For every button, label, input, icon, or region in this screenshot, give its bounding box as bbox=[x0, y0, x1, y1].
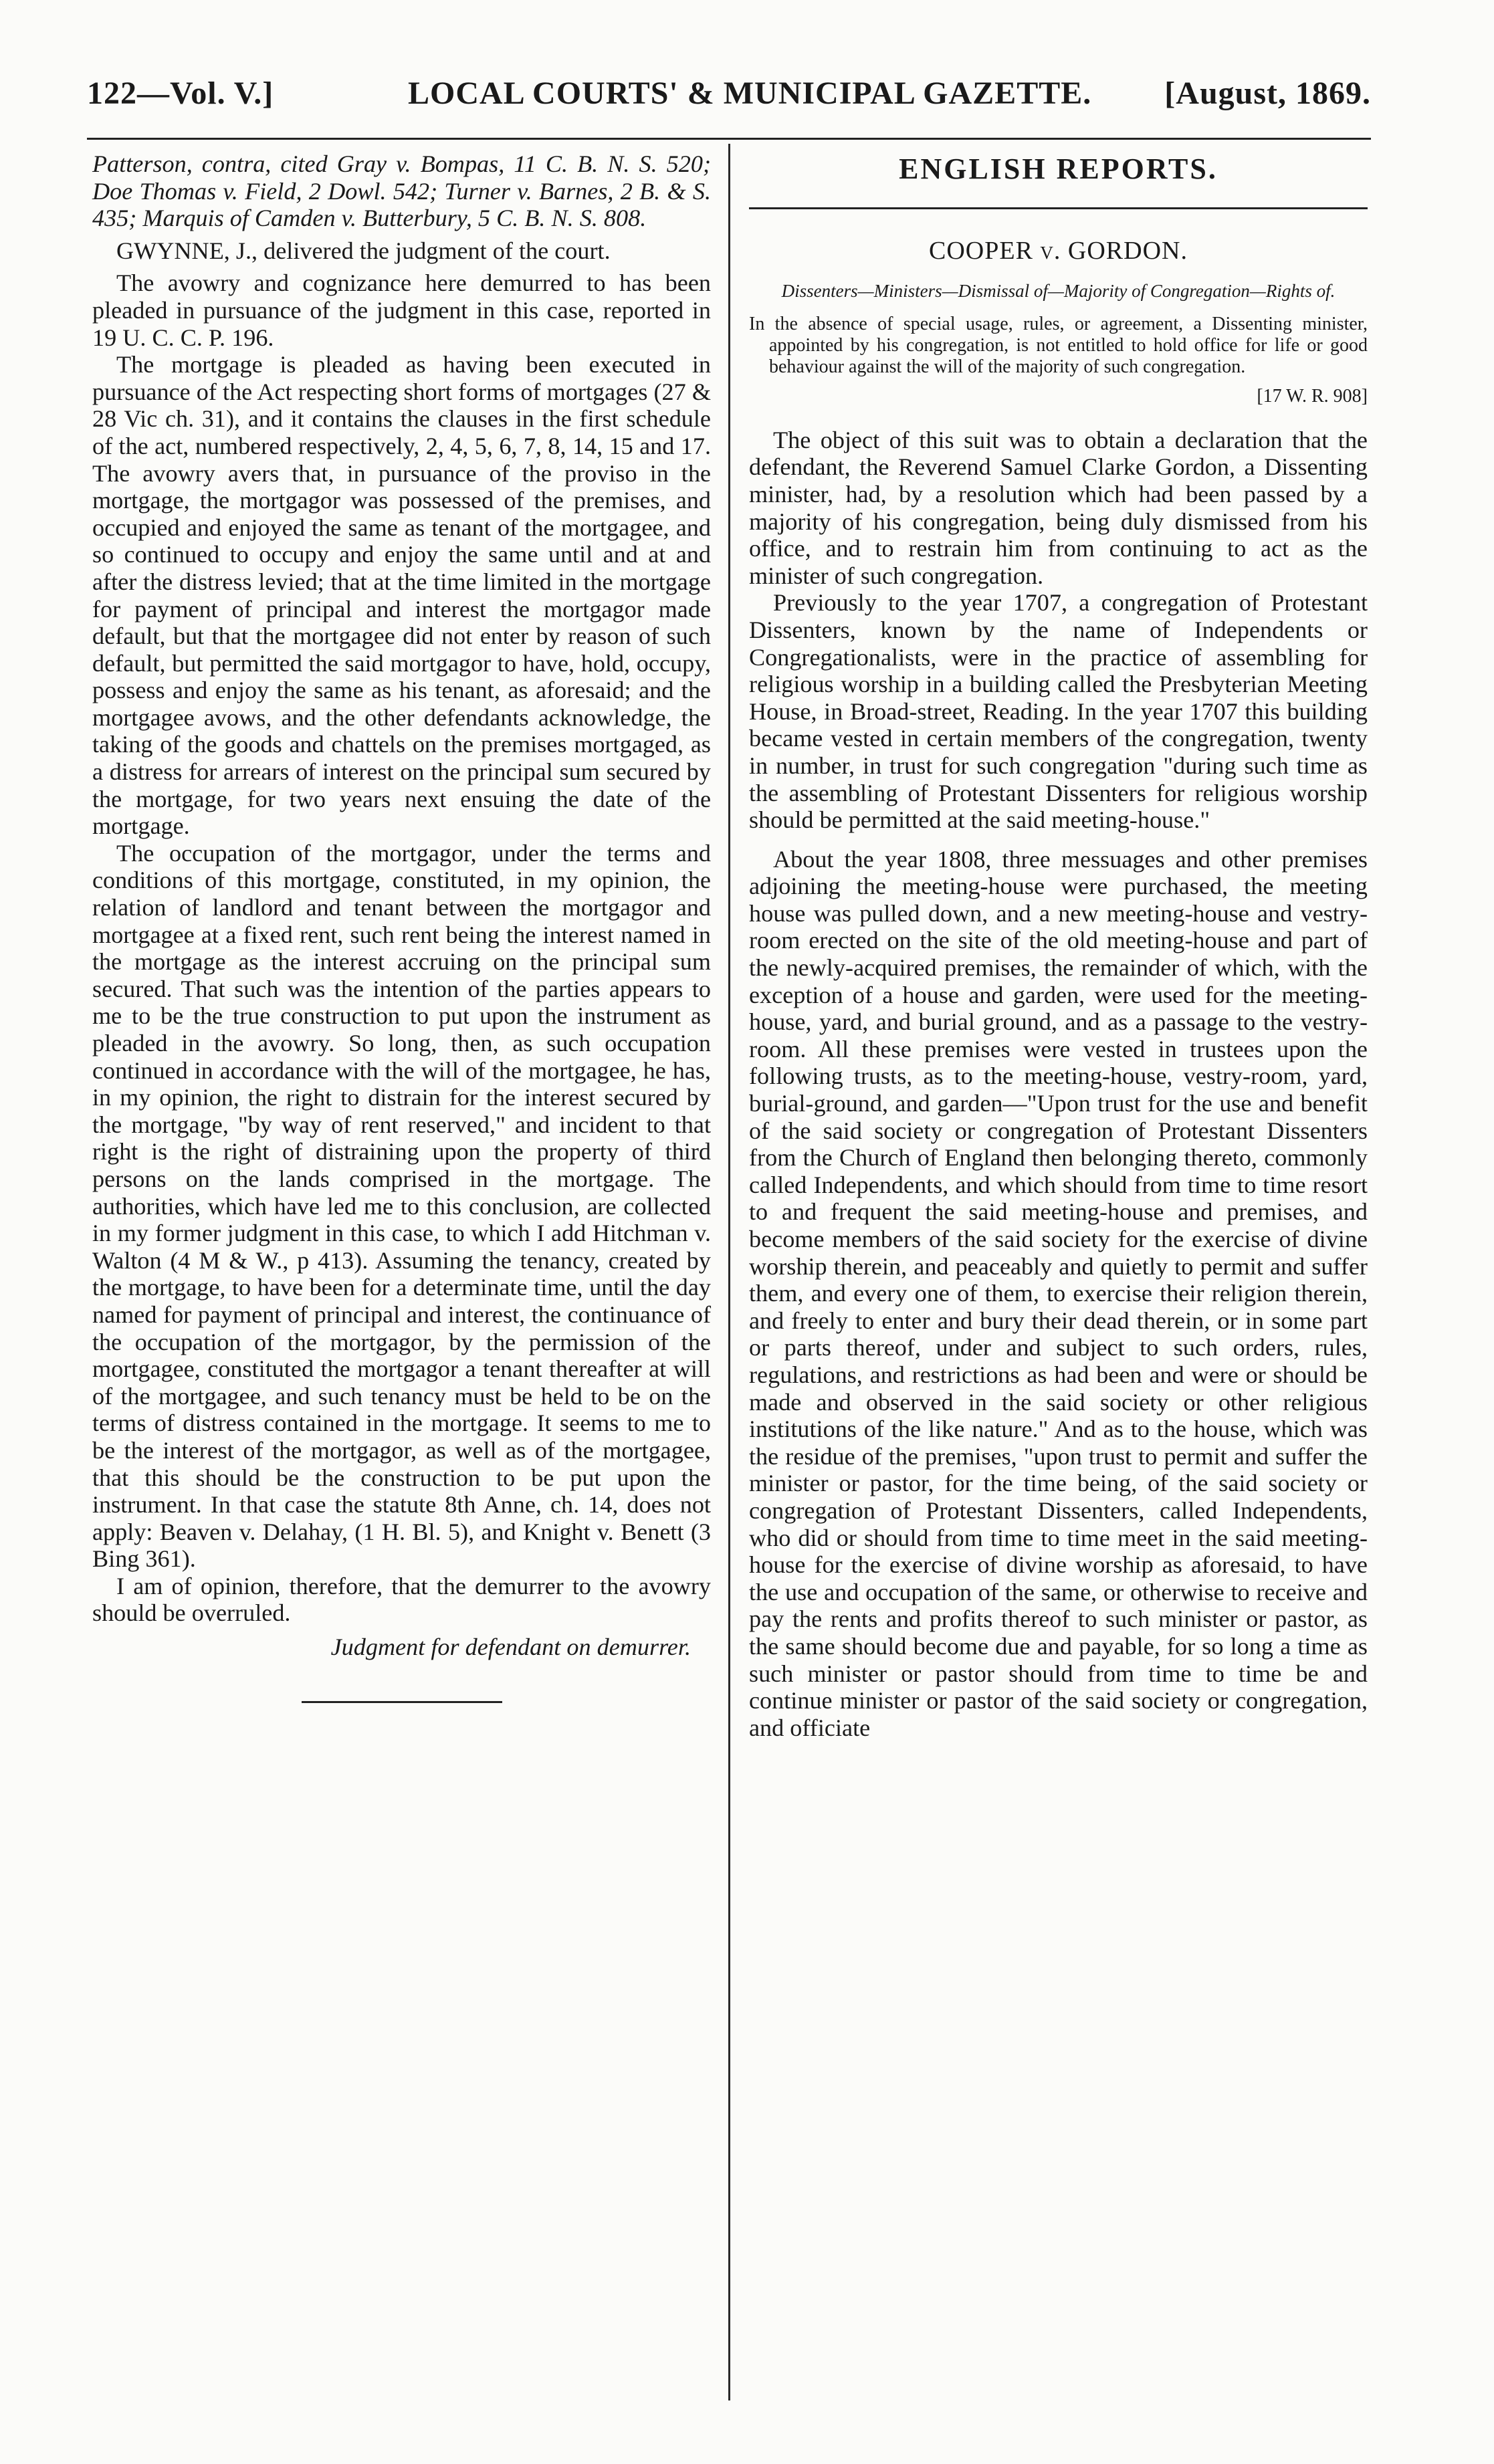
right-column bbox=[749, 150, 1368, 1741]
headnote-subject: Dissenters—Ministers—Dismissal of—Majority of Congregation—Rights of. bbox=[781, 281, 1336, 302]
left-paragraph-2: The mortgage is pleaded as having been executed in pursuance of the Act respecting short forms of mortgages (27 & 28 Vic ch. 31), and it contains the clauses in the first schedule of the act, numbered respectively, 2, 4, 5, 6, 7, 8, 14, 15 and 17. The avowry avers that, in pursuance of the proviso in the mortgage, the mortgagor was possessed of the premises, and occupied and enjoyed the same as tenant of the mortgagee, and so continued to occupy and enjoy the same until and at and after the distress levied; that at the time limited in the mortgage for payment of principal and interest the mortgagor made default, but that the mortgagee did not enter by reason of such default, but permitted the said mortgagor to have, hold, occupy, possess and enjoy the same as his tenant, as aforesaid; and the mortgagee avows, and the other defendants acknowledge, the taking of the goods and chattels on the premises mortgaged, as a distress for arrears of interest on the principal sum secured by the mortgage, for two years next ensuing the date of the mortgage. bbox=[92, 351, 711, 840]
left-paragraph-1: The avowry and cognizance here demurred to has been pleaded in pursuance of the judgment in this case, reported in 19 U. C. C. P. 196. bbox=[92, 269, 711, 351]
section-rule bbox=[749, 207, 1368, 209]
counsel-citation-block bbox=[92, 150, 711, 232]
end-ornament-rule bbox=[302, 1701, 502, 1703]
right-paragraph-3: About the year 1808, three messuages and other premises adjoining the meeting-house were purchased, the meeting house was pulled down, and a new meeting-house and vestry-room erected on the site of the old meeting-house and part of the newly-acquired premises, the remainder of which, with the exception of a house and garden, were used for the meeting-house, yard, and burial ground, and as a passage to the vestry-room. All these premises were vested in trustees upon the following trusts, as to the meeting-house, vestry-room, yard, burial-ground, and garden—"Upon trust for the use and benefit of the said society or congregation of Protestant Dissenters from the Church of England then belonging thereto, commonly called Independents, and which should from time to time resort to and frequent the said meeting-house and premises, and become members of the said society for the exercise of divine worship therein, and peaceably and quietly to permit and suffer them, and every one of them, to exercise their religion therein, and freely to enter and bury their dead therein, or in some part or parts thereof, under and subject to such orders, rules, regulations, and restrictions as had been and were or should be made and observed in the said society or other religious institutions of the like nature." And as to the house, which was the residue of the premises, "upon trust to permit and suffer the minister or pastor, for the time being, of the said society or congregation of Protestant Dissenters, called Independents, who did or should from time to time meet in the said meeting-house for the exercise of divine worship as aforesaid, to have the use and occupation of the same, or otherwise to receive and pay the rents and profits thereof to such minister or pastor, as the same should become due and payable, for so long a time as such minister or pastor should from time to time be and continue minister or pastor of the said society or congregation, and officiate bbox=[749, 845, 1368, 1741]
counsel-citation: Patterson, contra, cited Gray v. Bompas, 11 C. B. N. S. 520; Doe Thomas v. Field, 2 Dowl. 542; Turner v. Barnes, 2 B. & S. 435; Marquis of Camden v. Butterbury, 5 C. B. N. S. 808. bbox=[92, 150, 711, 232]
headnote: In the absence of special usage, rules, or agreement, a Dissenting minister, appointed by his congregation, is not entitled to hold office for life or good behaviour against the will of the majority of such congregation. bbox=[749, 314, 1368, 378]
right-paragraph-2: Previously to the year 1707, a congregation of Protestant Dissenters, known by the name of Independents or Congregationalists, were in the practice of assembling for religious worship in a building called the Presbyterian Meeting House, in Broad-street, Reading. In the year 1707 this building became vested in certain members of the congregation, twenty in number, in trust for such congregation "during such time as the assembling of Protestant Dissenters for religious worship should be permitted at the said meeting-house." bbox=[749, 589, 1368, 834]
header-rule bbox=[87, 138, 1371, 140]
left-paragraph-3: The occupation of the mortgagor, under the terms and conditions of this mortgage, constituted, in my opinion, the relation of landlord and tenant between the mortgagor and mortgagee at a fixed rent, such rent being the interest named in the mortgage as the interest accruing on the principal sum secured. That such was the intention of the parties appears to me to be the true construction to put upon the instrument as pleaded in the avowry. So long, then, as such occupation continued in accordance with the will of the mortgagee, he has, in my opinion, the right to distrain for the interest secured by the mortgage, "by way of rent reserved," and incident to that right is the right of distraining upon the property of third persons on the lands comprised in the mortgage. The authorities, which have led me to this conclusion, are collected in my former judgment in this case, to which I add Hitchman v. Walton (4 M & W., p 413). Assuming the tenancy, created by the mortgage, to have been for a determinate time, until the day named for payment of principal and interest, the continuance of the occupation of the mortgagor, by the permission of the mortgagee, constituted the mortgagor a tenant thereafter at will of the mortgagee, and such tenancy must be held to be on the terms of distress contained in the mortgage. It seems to me to be the interest of the mortgagor, as well as of the mortgagee, that this should be the construction to be put upon the instrument. In that case the statute 8th Anne, ch. 14, does not apply: Beaven v. Delahay, (1 H. Bl. 5), and Knight v. Benett (3 Bing 361). bbox=[92, 839, 711, 1573]
case-body bbox=[749, 427, 1368, 1742]
judge-line: GWYNNE, J., delivered the judgment of the court. bbox=[116, 237, 611, 264]
headnote-citation: [17 W. R. 908] bbox=[1257, 386, 1368, 407]
case-title: COOPER v. GORDON. bbox=[929, 236, 1188, 265]
issue-date: [August, 1869. bbox=[1164, 76, 1371, 111]
left-paragraph-4: I am of opinion, therefore, that the demurrer to the avowry should be overruled. bbox=[92, 1572, 711, 1627]
page-volume-number: 122—Vol. V.] bbox=[87, 76, 274, 111]
section-title: ENGLISH REPORTS. bbox=[899, 152, 1218, 185]
publication-title: LOCAL COURTS' & MUNICIPAL GAZETTE. bbox=[408, 76, 1092, 111]
right-paragraph-1: The object of this suit was to obtain a declaration that the defendant, the Reverend Samuel Clarke Gordon, a Dissenting minister, had, by a resolution which had been passed by a majority of his congregation, being duly dismissed from his office, and to restrain him from continuing to act as the minister of such congregation. bbox=[749, 426, 1368, 589]
judgment-line: Judgment for defendant on demurrer. bbox=[330, 1634, 691, 1661]
page-header bbox=[87, 75, 1371, 128]
left-column bbox=[92, 150, 711, 1703]
column-divider bbox=[728, 144, 730, 2400]
